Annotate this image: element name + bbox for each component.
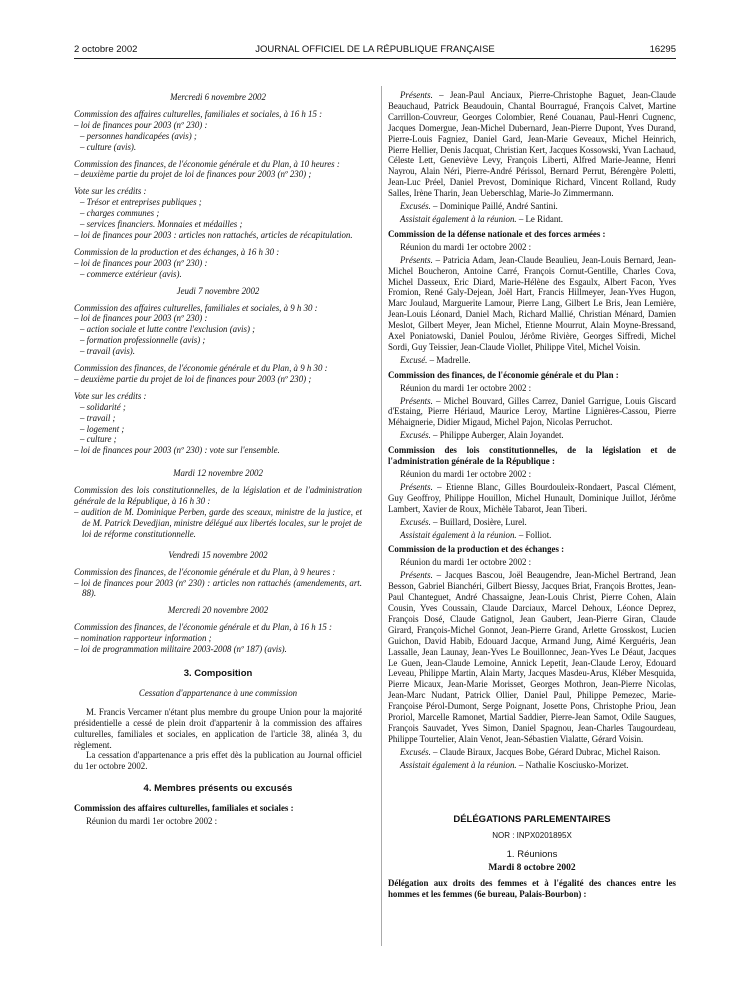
commission-line: Commission des lois constitutionnelles, de la législation et de l'administration générale de la République, à 16 h 30 : xyxy=(74,485,362,507)
delegation-name: Délégation aux droits des femmes et à l'égalité des chances entre les hommes et les femmes (6e bureau, Palais-Bourbon) : xyxy=(388,878,676,900)
header-date: 2 octobre 2002 xyxy=(74,44,138,55)
section-heading: 3. Composition xyxy=(183,667,253,679)
meeting-line: Réunion du mardi 1er octobre 2002 : xyxy=(400,469,532,479)
date-heading: Vendredi 15 novembre 2002 xyxy=(168,549,268,560)
page-number: 16295 xyxy=(649,44,676,55)
section-heading: 1. Réunions xyxy=(506,849,558,861)
header-rule xyxy=(74,58,676,59)
column-separator xyxy=(381,86,382,946)
commission-name: Commission de la production et des échanges : xyxy=(388,544,565,555)
attendees-present: Présents. – Patricia Adam, Jean-Claude Beaulieu, Jean-Louis Bernard, Jean-Michel Boucheron, Antoine Carré, François Cornut-Gentille, Charles Cova, Michel Dasseux, Eric Diard, Marie-Hélène des Esgaulx, Albert Facon, Yves Fromion, René Galy-Dejean, Joël Hart, Francis Hillmeyer, Jean-Yves Hugon, Marc Joulaud, Marguerite Lamour, Pierre Lang, Gilbert Le Bris, Jean Lemière, Jean-Louis Léonard, Daniel Mach, Richard Mallié, Christian Ménard, Damien Meslot, Gilbert Meyer, Jean Michel, Etienne Mourrut, Alain Moyne-Bressand, Axel Poniatowski, Daniel Poulou, Jérôme Rivière, Georges Siffredi, Michel Sordi, Guy Teissier, Jean-Claude Viollet, Philippe Vitel, Michel Voisin. xyxy=(388,254,676,352)
commission-name: Commission des lois constitutionnelles, de la législation et de l'administration générale de la République : xyxy=(388,445,676,467)
commission-line: Commission des finances, de l'économie générale et du Plan, à 10 heures : xyxy=(74,158,340,169)
date-heading: Mardi 8 octobre 2002 xyxy=(488,863,576,874)
meeting-line: Réunion du mardi 1er octobre 2002 : xyxy=(86,816,218,827)
agenda-item: – loi de finances pour 2003 (nº 230) : vote sur l'ensemble. xyxy=(74,445,280,456)
agenda-item: – loi de finances pour 2003 (nº 230) : xyxy=(74,257,208,268)
commission-line: Commission des affaires culturelles, familiales et sociales, à 16 h 15 : xyxy=(74,108,323,119)
commission-line: Commission de la production et des échanges, à 16 h 30 : xyxy=(74,246,280,257)
date-heading: Mercredi 6 novembre 2002 xyxy=(170,92,266,102)
attendees-excused: Excusés. – Philippe Auberger, Alain Joyandet. xyxy=(400,430,564,441)
agenda-subitem: – travail (avis). xyxy=(80,346,135,357)
date-heading: Jeudi 7 novembre 2002 xyxy=(176,285,260,296)
attendees-excused: Excusés. – Dominique Paillé, André Santini. xyxy=(400,201,558,212)
attendees-present: Présents. – Michel Bouvard, Gilles Carrez, Daniel Garrigue, Louis Giscard d'Estaing, Pierre Hériaud, Maurice Leroy, Martine Lignières-Cassou, Pierre Méhaignerie, Didier Migaud, Michel Pajon, Nicolas Perruchot. xyxy=(388,395,676,428)
agenda-item: – loi de finances pour 2003 (nº 230) : xyxy=(74,313,208,324)
attendees-also: Assistait également à la réunion. – Folliot. xyxy=(400,529,552,540)
agenda-item: – loi de finances pour 2003 (nº 230) : articles non rattachés (amendements, art. 88). xyxy=(74,577,362,599)
meeting-line: Réunion du mardi 1er octobre 2002 : xyxy=(400,557,532,568)
agenda-subitem: – formation professionnelle (avis) ; xyxy=(80,335,206,346)
agenda-subitem: – charges communes ; xyxy=(80,208,160,219)
commission-name: Commission des affaires culturelles, familiales et sociales : xyxy=(74,803,294,814)
vote-line: Vote sur les crédits : xyxy=(74,186,147,197)
attendees-excused: Excusés. – Buillard, Dosière, Lurel. xyxy=(400,516,527,527)
commission-line: Commission des finances, de l'économie générale et du Plan, à 16 h 15 : xyxy=(74,622,332,633)
left-column xyxy=(74,86,362,946)
agenda-item: – deuxième partie du projet de loi de finances pour 2003 (nº 230) ; xyxy=(74,169,312,180)
attendees-present: Présents. – Jean-Paul Anciaux, Pierre-Christophe Baguet, Jean-Claude Beauchaud, Patrick Beaudouin, Chantal Bourragué, François Calvet, Martine Carrillon-Couvreur, Georges Colombier, René Couanau, Paul-Henri Cugnenc, Jacques Domergue, Jean-Michel Dubernard, Jean-Pierre Dupont, Yves Durand, Pierre-Louis Fagniez, Daniel Gard, Jean-Marie Geveaux, Michel Heinrich, Pierre Hellier, Denis Jacquat, Christian Kert, Jacques Kossowski, Yvan Lachaud, Céleste Lett, Geneviève Levy, François Liberti, Alfred Marie-Jeanne, Henri Nayrou, Alain Néri, Pierre-André Périssol, Bernard Perrut, Bérengère Poletti, Jean-Luc Préel, Daniel Prevost, Dominique Richard, Vincent Rolland, Rudy Salles, Irène Tharin, Jean Ueberschlag, Marie-Jo Zimmermann. xyxy=(388,90,676,199)
meeting-line: Réunion du mardi 1er octobre 2002 : xyxy=(400,382,532,393)
agenda-subitem: – action sociale et lutte contre l'exclusion (avis) ; xyxy=(80,324,256,335)
commission-line: Commission des finances, de l'économie générale et du Plan, à 9 heures : xyxy=(74,566,336,577)
body-paragraph: M. Francis Vercamer n'étant plus membre du groupe Union pour la majorité présidentielle a cessé de plein droit d'appartenir à la commission des affaires culturelles, familiales et sociales, en application de l'article 38, alinéa 3, du règlement. xyxy=(74,706,362,750)
agenda-subitem: – travail ; xyxy=(80,412,116,423)
attendees-also: Assistait également à la réunion. – Le Ridant. xyxy=(400,213,563,224)
right-column xyxy=(388,88,676,948)
agenda-subitem: – solidarité ; xyxy=(80,401,126,412)
body-paragraph: La cessation d'appartenance a pris effet dès la publication au Journal officiel du 1er octobre 2002. xyxy=(74,750,362,772)
agenda-item: – loi de programmation militaire 2003-2008 (nº 187) (avis). xyxy=(74,644,287,655)
agenda-subitem: – Trésor et entreprises publiques ; xyxy=(80,197,202,208)
commission-name: Commission des finances, de l'économie générale et du Plan : xyxy=(388,369,619,380)
agenda-subitem: – services financiers. Monnaies et médailles ; xyxy=(80,219,243,230)
agenda-item: – loi de finances pour 2003 (nº 230) : xyxy=(74,119,208,130)
attendees-present: Présents. – Jacques Bascou, Joël Beaugendre, Jean-Michel Bertrand, Jean Besson, Gabriel Bianchéri, Gilbert Biessy, Jacques Briat, François Brottes, Jean-Paul Chanteguet, André Chassaigne, Jean-Louis Christ, Pierre Cohen, Alain Cousin, Yves Coussain, Claude Darciaux, Marcel Dehoux, Léonce Deprez, François Dosé, Claude Gatignol, Jean Gaubert, Jean-Pierre Giran, Claude Girard, François-Michel Gonnot, Jean-Pierre Grand, Arlette Grosskost, Lucien Guichon, David Habib, Edouard Jacque, Armand Jung, Aimé Kerguéris, Jean Lassalle, Jean Launay, Jean-Yves Le Bouillonnec, Jean-Yves Le Déaut, Jacques Le Guen, Jean-Claude Lemoine, Annick Lepetit, Jean-Claude Leroy, Edouard Leveau, Philippe Martin, Alain Marty, Jacques Masdeu-Arus, Kléber Mesquida, Pierre Micaux, Jean-Marie Morisset, Georges Mothron, Jean-Pierre Nicolas, Jean-Marc Nudant, Patrick Ollier, Daniel Paul, Philippe Pemezec, Marie-Françoise Pérol-Dumont, Serge Poignant, Josette Pons, Christophe Priou, Jean Proriol, Marcelle Ramonet, Martial Saddier, Pierre-Jean Samot, Odile Saugues, François Sauvadet, Yves Simon, Daniel Spagnou, Jean-Charles Taugourdeau, Philippe Tourtelier, Alain Venot, Jean-Sébastien Vialatte, Gérard Voisin. xyxy=(388,570,676,744)
attendees-excused: Excusés. – Claude Biraux, Jacques Bobe, Gérard Dubrac, Michel Raison. xyxy=(400,746,661,757)
commission-name: Commission de la défense nationale et des forces armées : xyxy=(388,228,606,239)
agenda-subitem: – logement ; xyxy=(80,423,125,434)
commission-line: Commission des finances, de l'économie générale et du Plan, à 9 h 30 : xyxy=(74,363,328,374)
agenda-item: – deuxième partie du projet de loi de finances pour 2003 (nº 230) ; xyxy=(74,373,312,384)
agenda-subitem: – personnes handicapées (avis) ; xyxy=(80,130,197,141)
agenda-subitem: – commerce extérieur (avis). xyxy=(80,268,182,279)
date-heading: Mardi 12 novembre 2002 xyxy=(173,468,263,479)
agenda-item: – nomination rapporteur information ; xyxy=(74,633,212,644)
date-heading: Mercredi 20 novembre 2002 xyxy=(167,605,269,616)
meeting-line: Réunion du mardi 1er octobre 2002 : xyxy=(400,241,532,252)
nor-reference: NOR : INPX0201895X xyxy=(492,831,572,841)
vote-line: Vote sur les crédits : xyxy=(74,390,147,401)
attendees-present: Présents. – Etienne Blanc, Gilles Bourdouleix-Rondaert, Pascal Clément, Guy Geoffroy, Philippe Houillon, Michel Hunault, Dominique Juillot, Jérôme Lambert, Xavier de Roux, Michèle Tabarot, Jean Tiberi. xyxy=(388,481,676,514)
journal-title: JOURNAL OFFICIEL DE LA RÉPUBLIQUE FRANÇAISE xyxy=(255,44,495,55)
agenda-subitem: – culture (avis). xyxy=(80,141,137,152)
agenda-subitem: – culture ; xyxy=(80,434,117,445)
section-heading: 4. Membres présents ou excusés xyxy=(143,783,293,795)
page-header xyxy=(74,44,676,56)
section-subheading: Cessation d'appartenance à une commission xyxy=(138,687,298,698)
commission-line: Commission des affaires culturelles, familiales et sociales, à 9 h 30 : xyxy=(74,302,318,313)
agenda-item: – audition de M. Dominique Perben, garde des sceaux, ministre de la justice, et de M. Patrick Devedjian, ministre délégué aux libertés locales, sur le projet de loi de réforme constitutionnelle. xyxy=(74,507,362,539)
delegations-heading: DÉLÉGATIONS PARLEMENTAIRES xyxy=(453,813,611,825)
attendees-also: Assistait également à la réunion. – Nathalie Kosciusko-Morizet. xyxy=(400,759,629,770)
agenda-item: – loi de finances pour 2003 : articles non rattachés, articles de récapitulation. xyxy=(74,229,353,240)
attendees-excused: Excusé. – Madrelle. xyxy=(400,354,471,365)
